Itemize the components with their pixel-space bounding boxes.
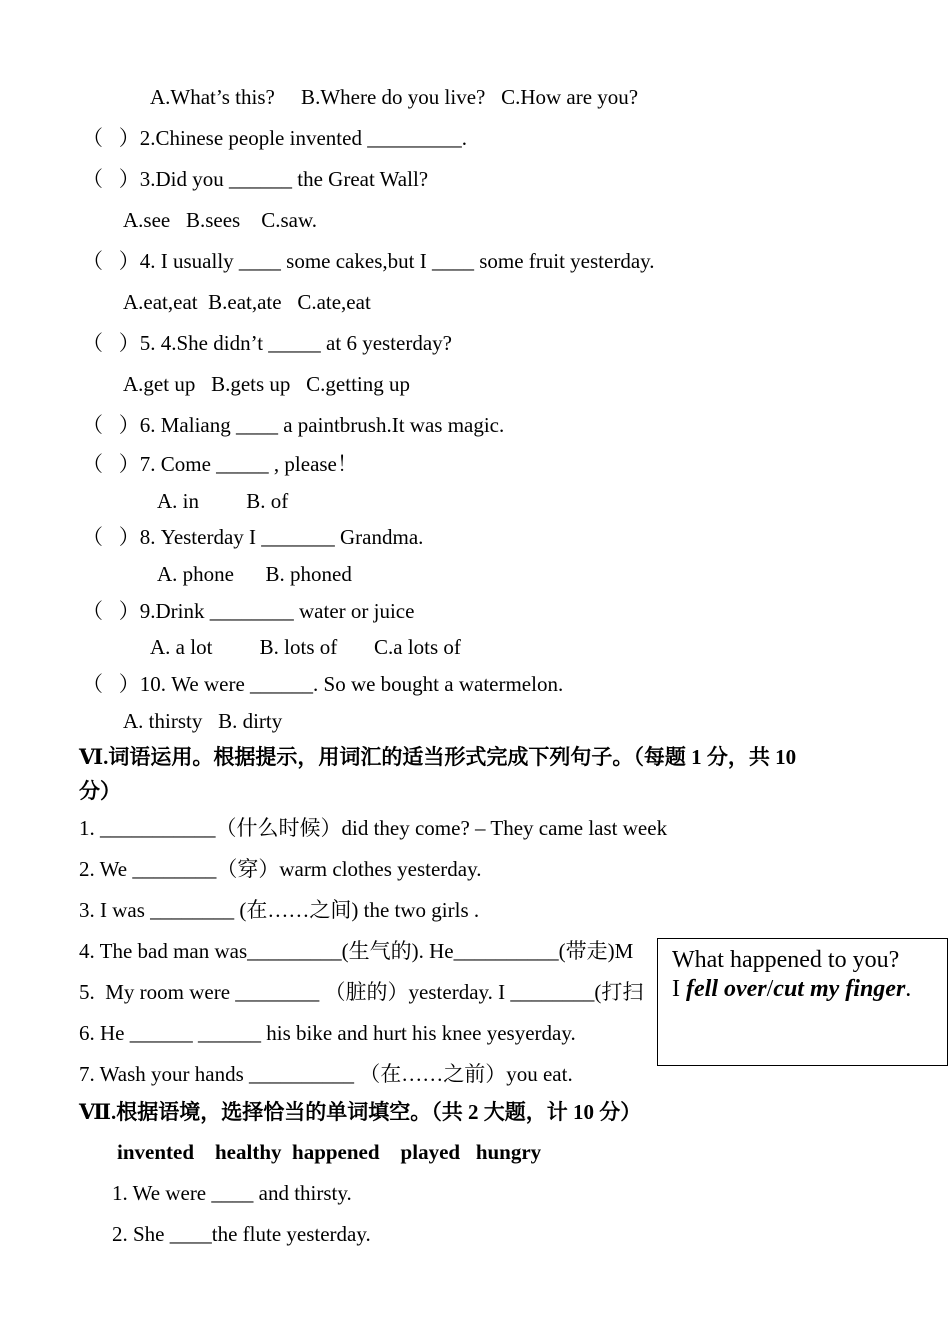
question-5: （ ）5. 4.She didn’t _____ at 6 yesterday? [82, 331, 452, 355]
callout-answer-prefix: I [672, 976, 686, 1002]
section-6-heading-cont: 分） [79, 779, 121, 803]
callout-option-1: fell over [686, 976, 767, 1002]
callout-question: What happened to you? [672, 947, 900, 973]
q1-options: A.What’s this? B.Where do you live? C.How are you? [150, 85, 639, 109]
q9-options: A. a lot B. lots of C.a lots of [150, 635, 461, 659]
question-3: （ ）3.Did you ______ the Great Wall? [82, 167, 429, 191]
fill-sentence-5: 5. My room were ________ （脏的）yesterday. I ________(打扫 [79, 980, 644, 1004]
q10-options: A. thirsty B. dirty [123, 709, 283, 733]
word-bank: invented healthy happened played hungry [117, 1140, 542, 1164]
section-6-heading: Ⅵ.词语运用。根据提示，用词汇的适当形式完成下列句子。（每题 1 分，共 10 [79, 745, 797, 769]
question-4: （ ）4. I usually ____ some cakes,but I ____ some fruit yesterday. [82, 249, 655, 273]
fill-sentence-2: 2. We ________（穿）warm clothes yesterday. [79, 857, 482, 881]
word-sentence-2: 2. She ____the flute yesterday. [112, 1222, 371, 1246]
fill-sentence-7: 7. Wash your hands __________ （在……之前）you eat. [79, 1062, 573, 1086]
question-9: （ ）9.Drink ________ water or juice [82, 599, 415, 623]
question-2: （ ）2.Chinese people invented _________. [82, 126, 467, 150]
section-7-heading: Ⅶ.根据语境，选择恰当的单词填空。（共 2 大题，计 10 分） [79, 1100, 642, 1124]
fill-sentence-1: 1. ___________（什么时候）did they come? – They came last week [79, 816, 668, 840]
fill-sentence-3: 3. I was ________ (在……之间) the two girls . [79, 898, 480, 922]
question-8: （ ）8. Yesterday I _______ Grandma. [82, 525, 424, 549]
callout-answer [672, 975, 911, 1003]
callout-box [657, 938, 948, 1066]
q7-options: A. in B. of [157, 489, 289, 513]
q8-options: A. phone B. phoned [157, 562, 352, 586]
question-7: （ ）7. Come _____ , please！ [82, 452, 358, 476]
question-6: （ ）6. Maliang ____ a paintbrush.It was magic. [82, 413, 505, 437]
word-sentence-1: 1. We were ____ and thirsty. [112, 1181, 352, 1205]
q3-options: A.see B.sees C.saw. [123, 208, 318, 232]
q4-options: A.eat,eat B.eat,ate C.ate,eat [123, 290, 371, 314]
fill-sentence-4: 4. The bad man was_________(生气的). He__________(带走)M [79, 939, 634, 963]
question-10: （ ）10. We were ______. So we bought a watermelon. [82, 672, 564, 696]
fill-sentence-6: 6. He ______ ______ his bike and hurt his knee yesyerday. [79, 1021, 576, 1045]
callout-separator: / [766, 976, 774, 1002]
callout-period: . [905, 976, 912, 1002]
q5-options: A.get up B.gets up C.getting up [123, 372, 410, 396]
callout-option-2: cut my finger [773, 976, 906, 1002]
